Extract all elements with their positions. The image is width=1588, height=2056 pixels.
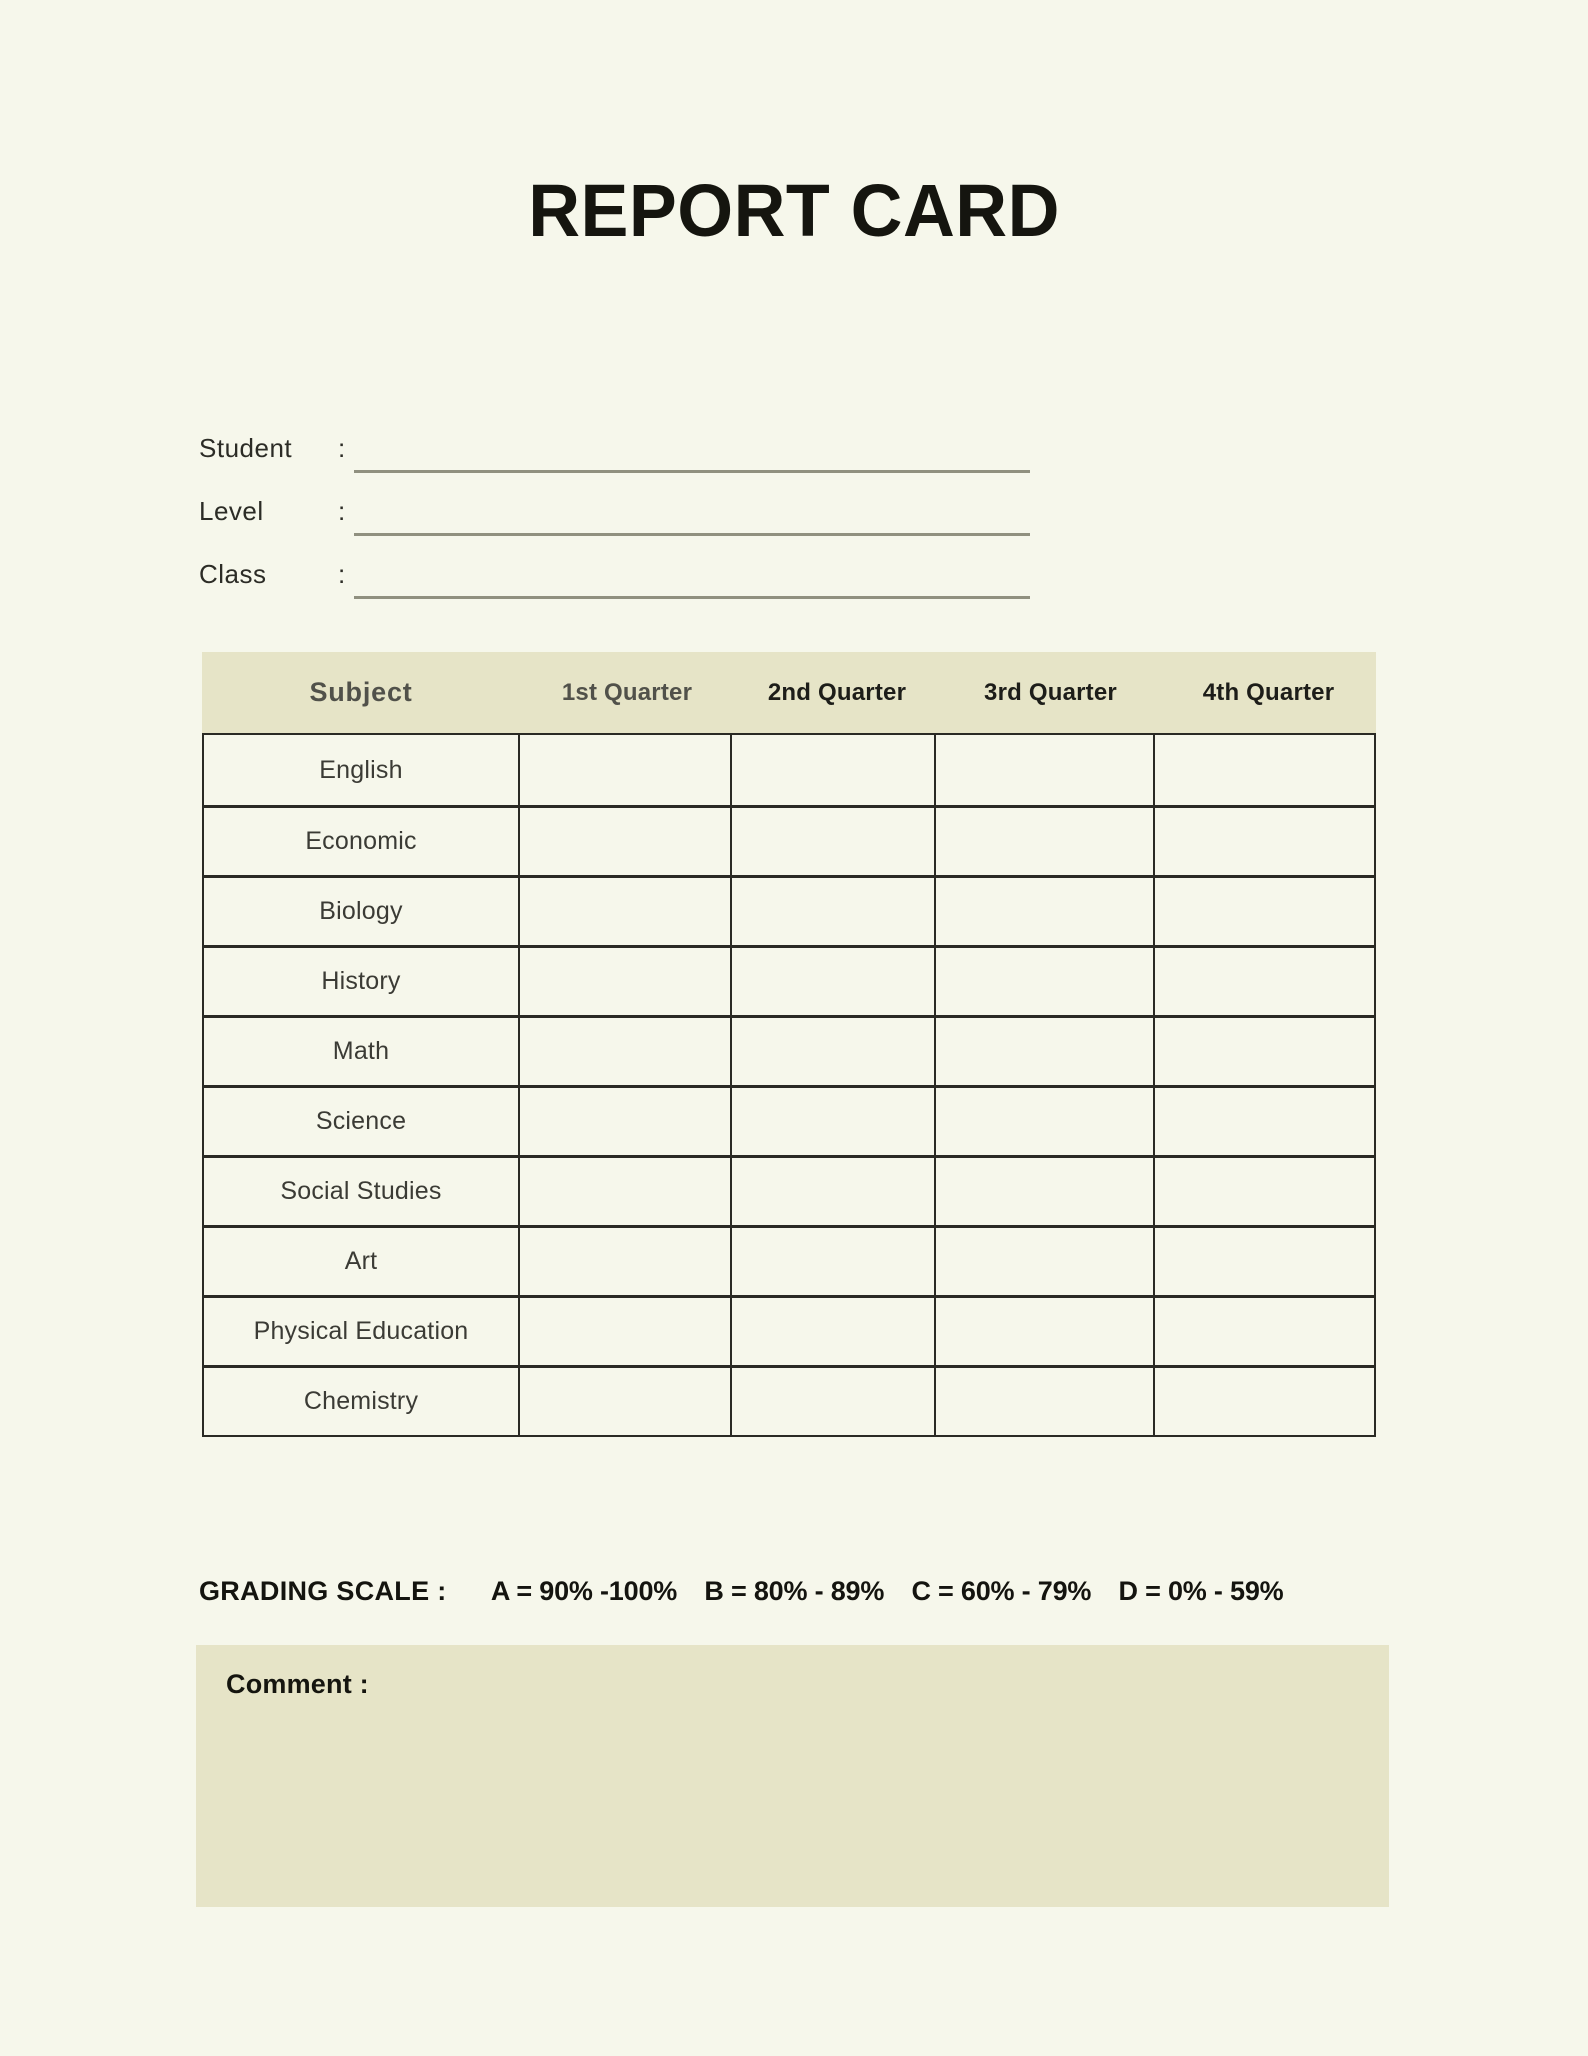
grade-cell[interactable] <box>732 1088 936 1155</box>
grade-cell[interactable] <box>936 1228 1155 1295</box>
grades-table-header <box>202 652 1376 733</box>
class-colon: : <box>338 559 346 589</box>
subject-cell: History <box>204 948 520 1015</box>
grading-scale-item-a: A = 90% -100% <box>490 1576 678 1606</box>
grade-cell[interactable] <box>520 1368 732 1435</box>
grade-cell[interactable] <box>732 735 936 805</box>
grade-cell[interactable] <box>936 1088 1155 1155</box>
level-colon: : <box>338 496 346 526</box>
student-label: Student <box>199 433 293 463</box>
class-label: Class <box>199 559 267 589</box>
grading-scale-item-b: B = 80% - 89% <box>704 1576 885 1606</box>
grade-cell[interactable] <box>936 1018 1155 1085</box>
table-row-science <box>204 1085 1374 1155</box>
grade-cell[interactable] <box>1155 1018 1374 1085</box>
student-field-row <box>199 411 1030 474</box>
table-row-english <box>204 735 1374 805</box>
grade-cell[interactable] <box>936 878 1155 945</box>
subject-cell: Chemistry <box>204 1368 520 1435</box>
grade-cell[interactable] <box>732 808 936 875</box>
table-row-math <box>204 1015 1374 1085</box>
grade-cell[interactable] <box>732 1158 936 1225</box>
grade-cell[interactable] <box>732 1298 936 1365</box>
grade-cell[interactable] <box>1155 1158 1374 1225</box>
grade-cell[interactable] <box>1155 1298 1374 1365</box>
grade-cell[interactable] <box>1155 878 1374 945</box>
class-field-row <box>199 537 1030 600</box>
grades-table-body <box>202 733 1376 1437</box>
subject-cell: Physical Education <box>204 1298 520 1365</box>
class-fill-line[interactable] <box>354 596 1030 599</box>
level-label: Level <box>199 496 264 526</box>
page-title-text: REPORT CARD <box>528 169 1060 252</box>
grade-cell[interactable] <box>520 1228 732 1295</box>
grade-cell[interactable] <box>1155 1088 1374 1155</box>
subject-cell: Economic <box>204 808 520 875</box>
grading-scale-item-c: C = 60% - 79% <box>911 1576 1092 1606</box>
grade-cell[interactable] <box>520 1298 732 1365</box>
grading-scale-label: GRADING SCALE : <box>199 1576 447 1606</box>
level-fill-line[interactable] <box>354 533 1030 536</box>
subject-cell: Social Studies <box>204 1158 520 1225</box>
comment-box[interactable] <box>196 1645 1389 1907</box>
grade-cell[interactable] <box>1155 1368 1374 1435</box>
subject-cell: English <box>204 735 520 805</box>
grade-cell[interactable] <box>732 1228 936 1295</box>
column-header-q1: 1st Quarter <box>561 678 693 706</box>
grade-cell[interactable] <box>1155 808 1374 875</box>
grade-cell[interactable] <box>520 1158 732 1225</box>
grade-cell[interactable] <box>1155 735 1374 805</box>
grade-cell[interactable] <box>520 735 732 805</box>
grade-cell[interactable] <box>732 948 936 1015</box>
grade-cell[interactable] <box>936 1368 1155 1435</box>
subject-cell: Art <box>204 1228 520 1295</box>
grade-cell[interactable] <box>732 878 936 945</box>
subject-cell: Biology <box>204 878 520 945</box>
grade-cell[interactable] <box>520 808 732 875</box>
grade-cell[interactable] <box>936 948 1155 1015</box>
table-row-art <box>204 1225 1374 1295</box>
grades-table <box>202 652 1376 1437</box>
level-field-row <box>199 474 1030 537</box>
grade-cell[interactable] <box>520 1018 732 1085</box>
table-row-economic <box>204 805 1374 875</box>
grade-cell[interactable] <box>1155 948 1374 1015</box>
grade-cell[interactable] <box>936 1298 1155 1365</box>
grading-scale-item-d: D = 0% - 59% <box>1118 1576 1284 1606</box>
grade-cell[interactable] <box>520 878 732 945</box>
column-header-q2: 2nd Quarter <box>767 678 907 706</box>
grading-scale <box>199 1576 1303 1607</box>
column-header-q3: 3rd Quarter <box>984 678 1117 706</box>
table-row-physical-education <box>204 1295 1374 1365</box>
student-colon: : <box>338 433 346 463</box>
grade-cell[interactable] <box>732 1368 936 1435</box>
column-header-subject: Subject <box>309 677 413 707</box>
table-row-chemistry <box>204 1365 1374 1435</box>
grade-cell[interactable] <box>936 808 1155 875</box>
table-row-social-studies <box>204 1155 1374 1225</box>
grade-cell[interactable] <box>936 735 1155 805</box>
grade-cell[interactable] <box>1155 1228 1374 1295</box>
table-row-history <box>204 945 1374 1015</box>
column-header-q4: 4th Quarter <box>1202 678 1335 706</box>
student-info-section <box>199 411 1030 600</box>
grade-cell[interactable] <box>520 1088 732 1155</box>
grade-cell[interactable] <box>520 948 732 1015</box>
comment-label: Comment : <box>226 1669 369 1699</box>
table-row-biology <box>204 875 1374 945</box>
page-title <box>0 168 1588 253</box>
grade-cell[interactable] <box>936 1158 1155 1225</box>
subject-cell: Science <box>204 1088 520 1155</box>
grade-cell[interactable] <box>732 1018 936 1085</box>
subject-cell: Math <box>204 1018 520 1085</box>
student-fill-line[interactable] <box>354 470 1030 473</box>
